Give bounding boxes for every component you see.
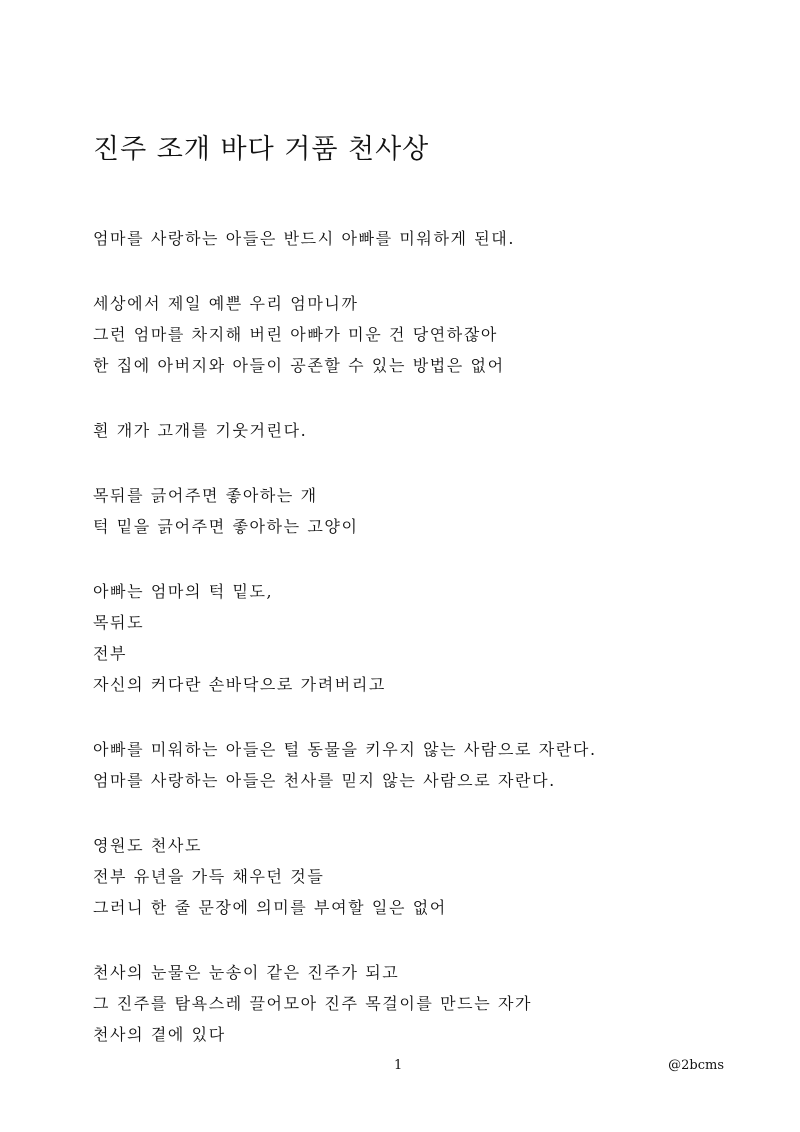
poem-line: 그 진주를 탐욕스레 끌어모아 진주 목걸이를 만드는 자가 (93, 994, 533, 1013)
poem-line: 전부 유년을 가득 채우던 것들 (93, 867, 325, 886)
stanza-2 (93, 288, 733, 381)
stanza-4 (93, 480, 733, 542)
stanza-3 (93, 415, 733, 446)
poem-line: 턱 밑을 긁어주면 좋아하는 고양이 (93, 517, 359, 536)
poem-line: 아빠는 엄마의 턱 밑도, (93, 582, 274, 601)
poem-line: 영원도 천사도 (93, 836, 203, 855)
page-number: 1 (394, 1058, 403, 1073)
stanza-8 (93, 957, 733, 1050)
stanza-6 (93, 734, 733, 796)
poem-line: 세상에서 제일 예쁜 우리 엄마니까 (93, 294, 359, 313)
poem-line: 아빠를 미워하는 아들은 털 동물을 키우지 않는 사람으로 자란다. (93, 740, 597, 759)
poem-line: 엄마를 사랑하는 아들은 반드시 아빠를 미워하게 된대. (93, 229, 516, 248)
poem-line: 그런 엄마를 차지해 버린 아빠가 미운 건 당연하잖아 (93, 325, 498, 344)
author-handle: @2bcms (668, 1058, 724, 1073)
stanza-5 (93, 576, 733, 700)
poem-body (93, 223, 733, 1084)
poem-line: 흰 개가 고개를 기웃거린다. (93, 421, 308, 440)
poem-line: 자신의 커다란 손바닥으로 가려버리고 (93, 675, 386, 694)
stanza-7 (93, 830, 733, 923)
poem-line: 천사의 곁에 있다 (93, 1025, 226, 1044)
poem-line: 천사의 눈물은 눈송이 같은 진주가 되고 (93, 963, 400, 982)
poem-line: 목뒤를 긁어주면 좋아하는 개 (93, 486, 318, 505)
poem-title: 진주 조개 바다 거품 천사상 (93, 134, 430, 165)
poem-line: 목뒤도 (93, 613, 145, 632)
poem-line: 한 집에 아버지와 아들이 공존할 수 있는 방법은 없어 (93, 356, 505, 375)
stanza-1 (93, 223, 733, 254)
poem-line: 전부 (93, 644, 128, 663)
poem-line: 그러니 한 줄 문장에 의미를 부여할 일은 없어 (93, 898, 447, 917)
poem-line: 엄마를 사랑하는 아들은 천사를 믿지 않는 사람으로 자란다. (93, 771, 556, 790)
